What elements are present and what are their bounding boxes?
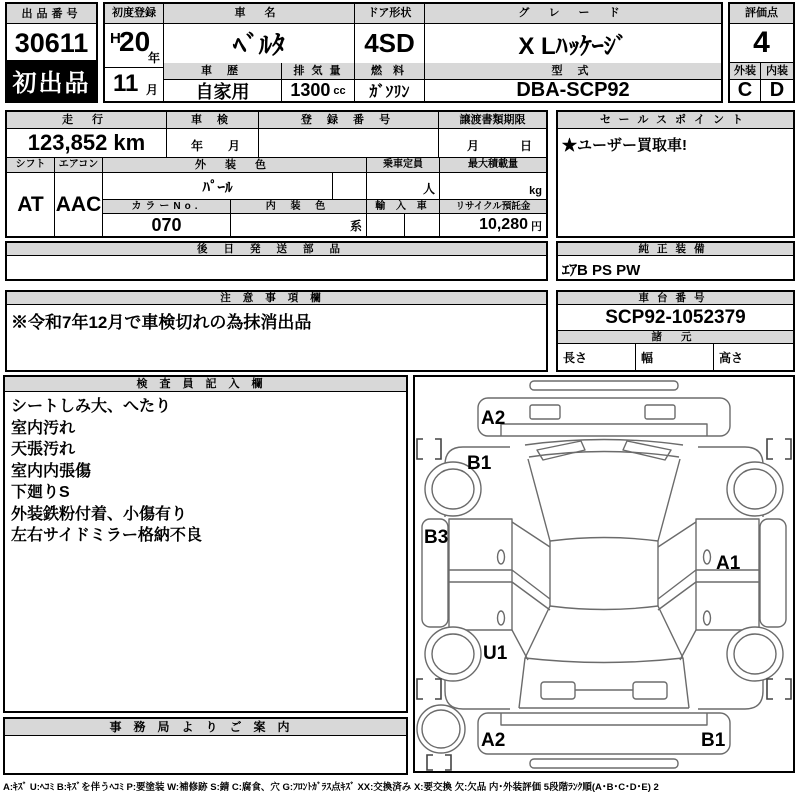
capacity-unit: 人 xyxy=(367,173,440,200)
first-registration-month xyxy=(105,68,164,101)
car-name-label: 車 名 xyxy=(164,4,355,24)
inspection-label: 車 検 xyxy=(167,112,259,129)
inspector-note: 室内汚れ xyxy=(11,419,76,437)
rear-right-wheel xyxy=(727,627,783,681)
ext-color-label: 外 装 色 xyxy=(103,158,367,173)
right-rear-door-handle xyxy=(704,611,711,625)
inspector-note: シートしみ大、へたり xyxy=(11,398,172,415)
spec-length-label: 長さ xyxy=(558,344,636,370)
interior-label: 内装 xyxy=(761,63,793,80)
max-load-label: 最大積載量 xyxy=(440,158,546,173)
recycle-fee-label: リサイクル預託金 xyxy=(440,200,546,214)
era-code: H xyxy=(110,30,121,47)
score-value: 4 xyxy=(730,24,793,63)
score-label: 評価点 xyxy=(730,4,793,24)
office-info-box xyxy=(3,717,408,775)
import-car-cell-1 xyxy=(367,214,405,236)
later-parts-box xyxy=(5,241,548,281)
equipment-value: ｴｱB PS PW xyxy=(562,262,641,279)
damage-label-left-rocker: B3 xyxy=(424,527,449,548)
capacity-label: 乗車定員 xyxy=(367,158,440,173)
lot-number-value: 30611 xyxy=(14,27,89,58)
transfer-deadline-label: 譲渡書類期限 xyxy=(439,112,546,129)
inspection-month-ph: 月 xyxy=(227,139,240,153)
front-trim-strip xyxy=(530,381,678,390)
damage-label-rear-bumper-left: A2 xyxy=(481,730,506,751)
grade-label: グ レ ー ド xyxy=(425,4,721,24)
history-value: 自家用 xyxy=(164,80,282,101)
lot-number-box xyxy=(5,2,98,103)
first-registration-year xyxy=(105,24,164,68)
rear-glass xyxy=(525,606,683,658)
displacement-number: 1300 xyxy=(290,80,331,100)
color-no-value: 070 xyxy=(103,214,231,236)
equipment-box xyxy=(556,241,795,281)
reg-no-label: 登 録 番 号 xyxy=(259,112,439,129)
front-bumper xyxy=(478,398,730,436)
import-car-cell-2 xyxy=(405,214,440,236)
inspector-note: 下廻りS xyxy=(11,484,70,501)
spare-tire xyxy=(417,705,465,753)
front-right-wheel xyxy=(727,462,783,516)
fuel-value: ｶﾞｿﾘﾝ xyxy=(355,80,425,101)
exterior-label: 外装 xyxy=(730,63,761,80)
damage-label-front-bumper: A2 xyxy=(481,408,506,429)
ext-color-extra-cell xyxy=(333,173,367,200)
specs-label: 諸 元 xyxy=(558,331,793,344)
recycle-fee-value: 10,280 xyxy=(479,216,528,233)
reg-year: 20 xyxy=(119,26,151,57)
inspection-year-ph: 年 xyxy=(191,139,204,153)
damage-label-rear-bumper-right: B1 xyxy=(701,730,726,751)
lot-number-label: 出品番号 xyxy=(7,4,96,24)
sales-point-label: セールスポイント xyxy=(558,112,793,129)
shift-label: シフト xyxy=(7,158,55,173)
sales-point-value: ★ユーザー買取車! xyxy=(562,137,687,154)
mileage-label: 走 行 xyxy=(7,112,167,129)
aircon-label: エアコン xyxy=(55,158,103,173)
later-parts-label: 後日発送部品 xyxy=(7,243,546,256)
chassis-label: 車台番号 xyxy=(558,292,793,305)
deadline-month-ph: 月 xyxy=(467,139,480,153)
reg-no-value xyxy=(259,129,439,158)
model-code-label: 型 式 xyxy=(425,63,721,80)
damage-code-legend: A:ｷｽﾞ U:ﾍｺﾐ B:ｷｽﾞを伴うﾍｺﾐ P:要塗装 W:補修跡 S:錆 C:腐食、穴 G:ﾌﾛﾝﾄｶﾞﾗｽ点ｷｽﾞ XX:交換済み X:要交換 欠:欠品 内･外装評価 5段階ﾗﾝｸ順(A･B･C･D･E) 2 xyxy=(3,782,659,793)
spec-width-label: 幅 xyxy=(636,344,714,370)
ext-color-value: ﾊﾟｰﾙ xyxy=(103,173,333,200)
left-doors xyxy=(449,519,512,630)
first-listing-badge: 初出品 xyxy=(7,60,96,101)
right-rocker-panel xyxy=(760,519,786,627)
aircon-value: AAC xyxy=(55,173,103,236)
inspector-note: 天張汚れ xyxy=(11,441,76,458)
exterior-grade: C xyxy=(730,80,761,101)
chassis-box xyxy=(556,290,795,372)
damage-label-left-rear: U1 xyxy=(483,643,508,664)
car-top-view-diagram xyxy=(415,377,793,771)
history-label: 車 歴 xyxy=(164,63,282,80)
door-shape-label: ドア形状 xyxy=(355,4,425,24)
spec-height-label: 高さ xyxy=(719,350,744,365)
month-unit: 月 xyxy=(145,83,158,97)
right-doors xyxy=(696,519,759,630)
displacement-value xyxy=(282,80,355,101)
notes-label: 注意事項欄 xyxy=(7,292,546,305)
door-shape-value: 4SD xyxy=(355,24,425,63)
car-name-value: ﾍﾞﾙﾀ xyxy=(164,24,355,63)
rear-left-wheel xyxy=(425,627,481,681)
inspector-note: 外装鉄粉付着、小傷有り xyxy=(11,505,188,523)
trunk-lid xyxy=(519,658,689,708)
rear-bumper xyxy=(478,713,730,754)
windshield xyxy=(528,459,680,541)
wiper-right xyxy=(623,441,671,460)
inspector-notes-body xyxy=(11,396,402,709)
model-code-value: DBA-SCP92 xyxy=(516,80,630,101)
max-load-unit: kg xyxy=(440,173,546,200)
year-unit: 年 xyxy=(147,51,160,65)
inspector-note: 左右サイドミラー格納不良 xyxy=(11,527,202,544)
color-no-label: カラーNo. xyxy=(103,200,231,214)
reg-month: 11 xyxy=(113,70,139,97)
displacement-unit: cc xyxy=(333,84,346,97)
interior-grade: D xyxy=(769,80,785,101)
notes-box xyxy=(5,290,548,372)
vehicle-header-grid xyxy=(103,2,723,103)
rear-trim-strip xyxy=(530,759,678,768)
info-grid xyxy=(5,110,548,238)
equipment-label: 純正装備 xyxy=(558,243,793,256)
left-front-door-handle xyxy=(498,550,505,564)
displacement-label: 排 気 量 xyxy=(282,63,355,80)
first-registration-label: 初度登録 xyxy=(105,4,164,24)
grade-value: X Lﾊｯｹｰｼﾞ xyxy=(518,33,628,60)
sales-point-box xyxy=(556,110,795,238)
transfer-deadline-value xyxy=(439,129,546,158)
fuel-label: 燃 料 xyxy=(355,63,425,80)
left-rear-door-handle xyxy=(498,611,505,625)
inspector-notes-label: 検査員記入欄 xyxy=(5,377,406,392)
notes-value: ※令和7年12月で車検切れの為抹消出品 xyxy=(11,313,312,332)
inspector-notes-box xyxy=(3,375,408,713)
mileage-value: 123,852 km xyxy=(7,129,167,158)
deadline-day-ph: 日 xyxy=(519,139,532,153)
damage-label-right-side: A1 xyxy=(716,553,741,574)
recycle-fee-unit: 円 xyxy=(531,221,542,233)
score-box xyxy=(728,2,795,103)
recycle-fee-value-cell xyxy=(440,214,546,236)
damage-diagram-box xyxy=(413,375,795,773)
int-color-suffix: 系 xyxy=(231,214,367,236)
inspection-value xyxy=(167,129,259,158)
shift-value: AT xyxy=(7,173,55,236)
int-color-label: 内 装 色 xyxy=(231,200,367,214)
roof-panel xyxy=(550,541,658,606)
inspector-note: 室内内張傷 xyxy=(11,462,92,480)
import-car-label: 輸 入 車 xyxy=(367,200,440,214)
office-info-label: 事務局よりご案内 xyxy=(5,719,406,736)
right-front-door-handle xyxy=(704,550,711,564)
wiper-left xyxy=(537,441,585,460)
chassis-value: SCP92-1052379 xyxy=(558,305,793,331)
damage-label-front-left-fender: B1 xyxy=(467,453,492,474)
